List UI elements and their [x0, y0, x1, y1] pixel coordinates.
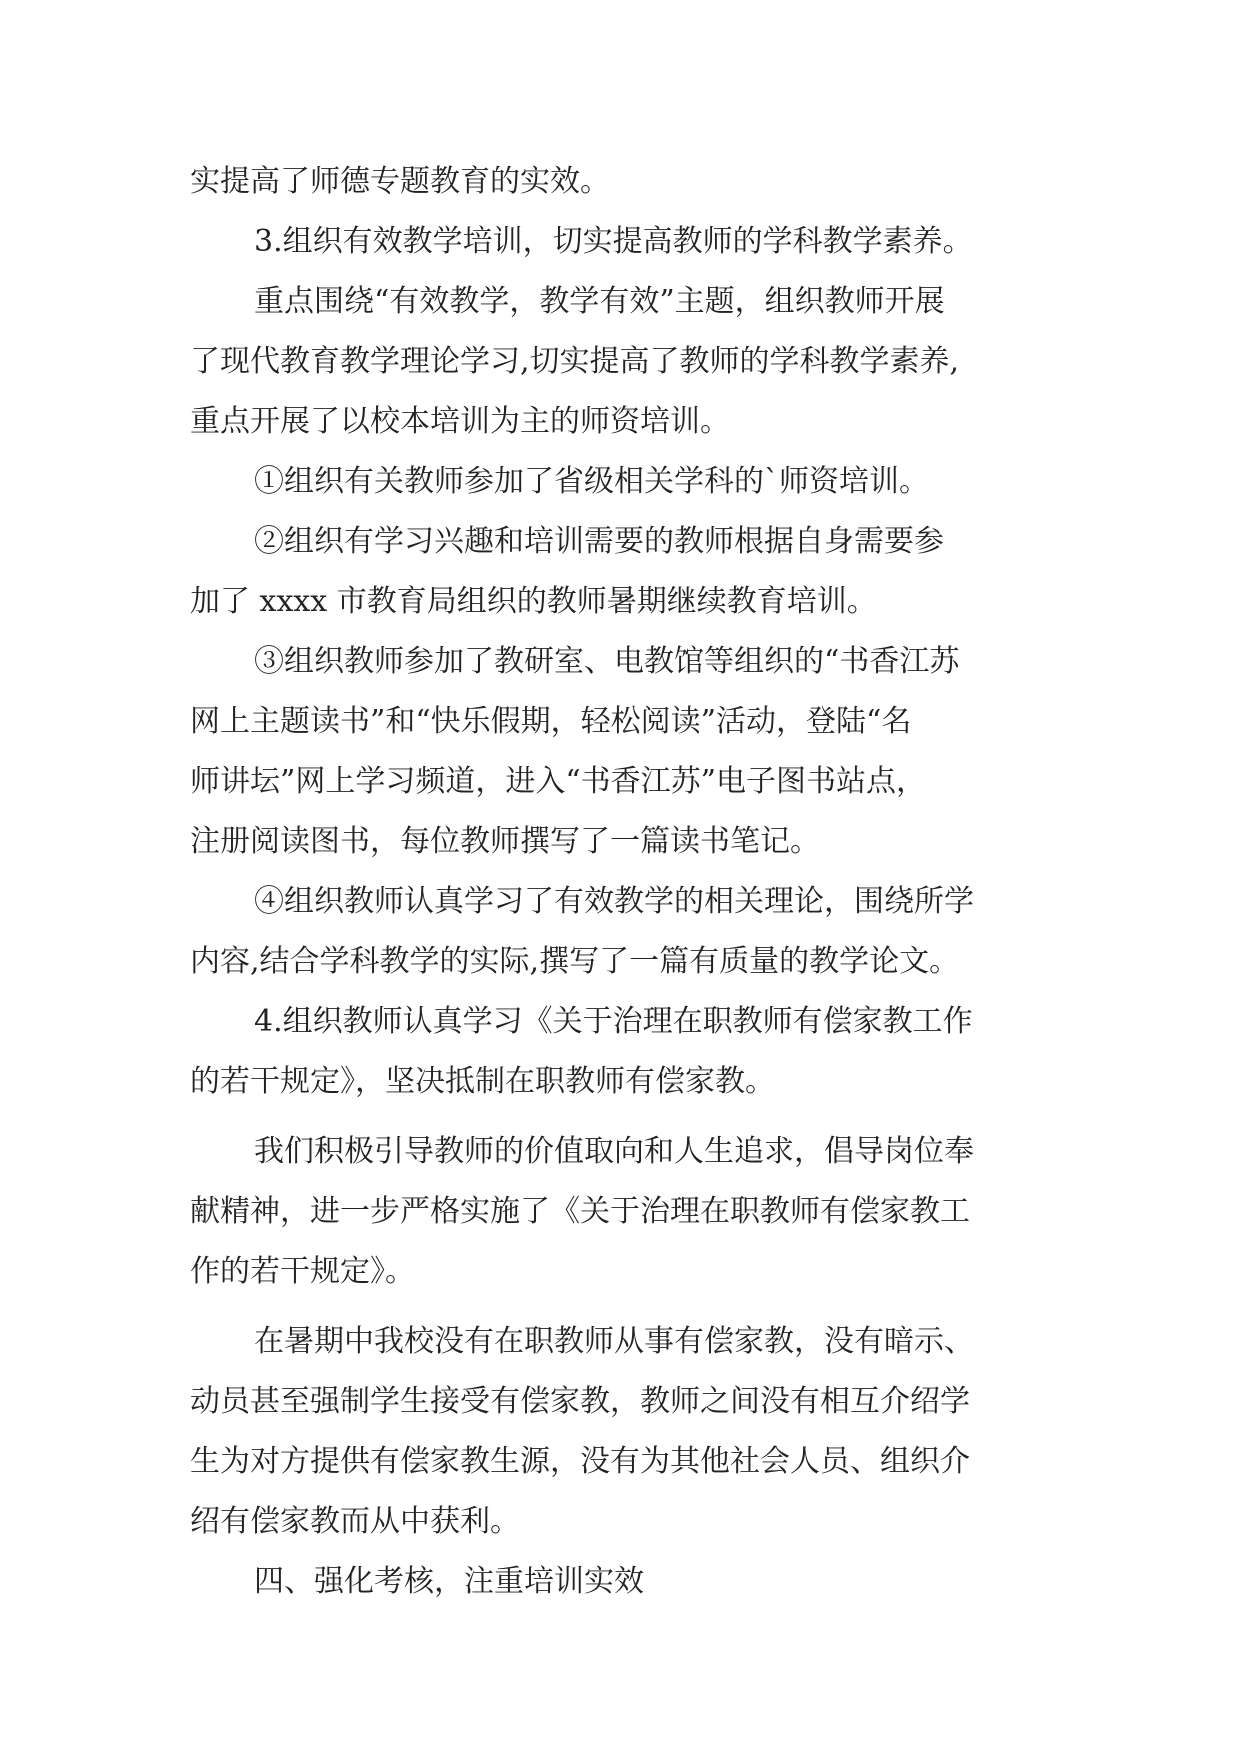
text-line: 重点围绕“有效教学，教学有效”主题，组织教师开展 — [254, 284, 945, 319]
text-line: 献精神，进一步严格实施了《关于治理在职教师有偿家教工 — [190, 1194, 970, 1229]
text-line: 作的若干规定》。 — [190, 1254, 415, 1289]
text-line: 网上主题读书”和“快乐假期，轻松阅读”活动，登陆“名 — [190, 704, 912, 739]
text-line: 内容,结合学科教学的实际,撰写了一篇有质量的教学论文。 — [190, 944, 960, 979]
list-item: ①组织有关教师参加了省级相关学科的`师资培训。 — [254, 464, 929, 499]
text-line: 师讲坛”网上学习频道，进入“书香江苏”电子图书站点， — [190, 764, 927, 799]
section-heading: 3.组织有效教学培训，切实提高教师的学科教学素养。 — [254, 224, 973, 259]
list-item: ④组织教师认真学习了有效教学的相关理论，围绕所学 — [254, 884, 974, 919]
section-heading: 4.组织教师认真学习《关于治理在职教师有偿家教工作 — [254, 1004, 973, 1039]
paragraph-gap — [190, 1112, 1070, 1122]
text-line: 加了 xxxx 市教育局组织的教师暑期继续教育培训。 — [190, 584, 877, 619]
list-item: ②组织有学习兴趣和培训需要的教师根据自身需要参 — [254, 524, 944, 559]
section-heading: 四、强化考核，注重培训实效 — [254, 1564, 644, 1599]
text-line: 动员甚至强制学生接受有偿家教，教师之间没有相互介绍学 — [190, 1384, 970, 1419]
text-line: 重点开展了以校本培训为主的师资培训。 — [190, 404, 730, 439]
text-line: 我们积极引导教师的价值取向和人生追求，倡导岗位奉 — [254, 1134, 974, 1169]
list-item: ③组织教师参加了教研室、电教馆等组织的“书香江苏 — [254, 644, 960, 679]
text-line: 在暑期中我校没有在职教师从事有偿家教，没有暗示、 — [254, 1324, 974, 1359]
text-line: 实提高了师德专题教育的实效。 — [190, 164, 610, 199]
text-line: 绍有偿家教而从中获利。 — [190, 1504, 520, 1539]
text-line: 生为对方提供有偿家教生源，没有为其他社会人员、组织介 — [190, 1444, 970, 1479]
text-line: 注册阅读图书，每位教师撰写了一篇读书笔记。 — [190, 824, 820, 859]
text-line: 了现代教育教学理论学习,切实提高了教师的学科教学素养, — [190, 344, 960, 379]
text-line: 的若干规定》，坚决抵制在职教师有偿家教。 — [190, 1064, 775, 1099]
paragraph-gap — [190, 1302, 1070, 1312]
document-body — [190, 152, 1070, 1612]
